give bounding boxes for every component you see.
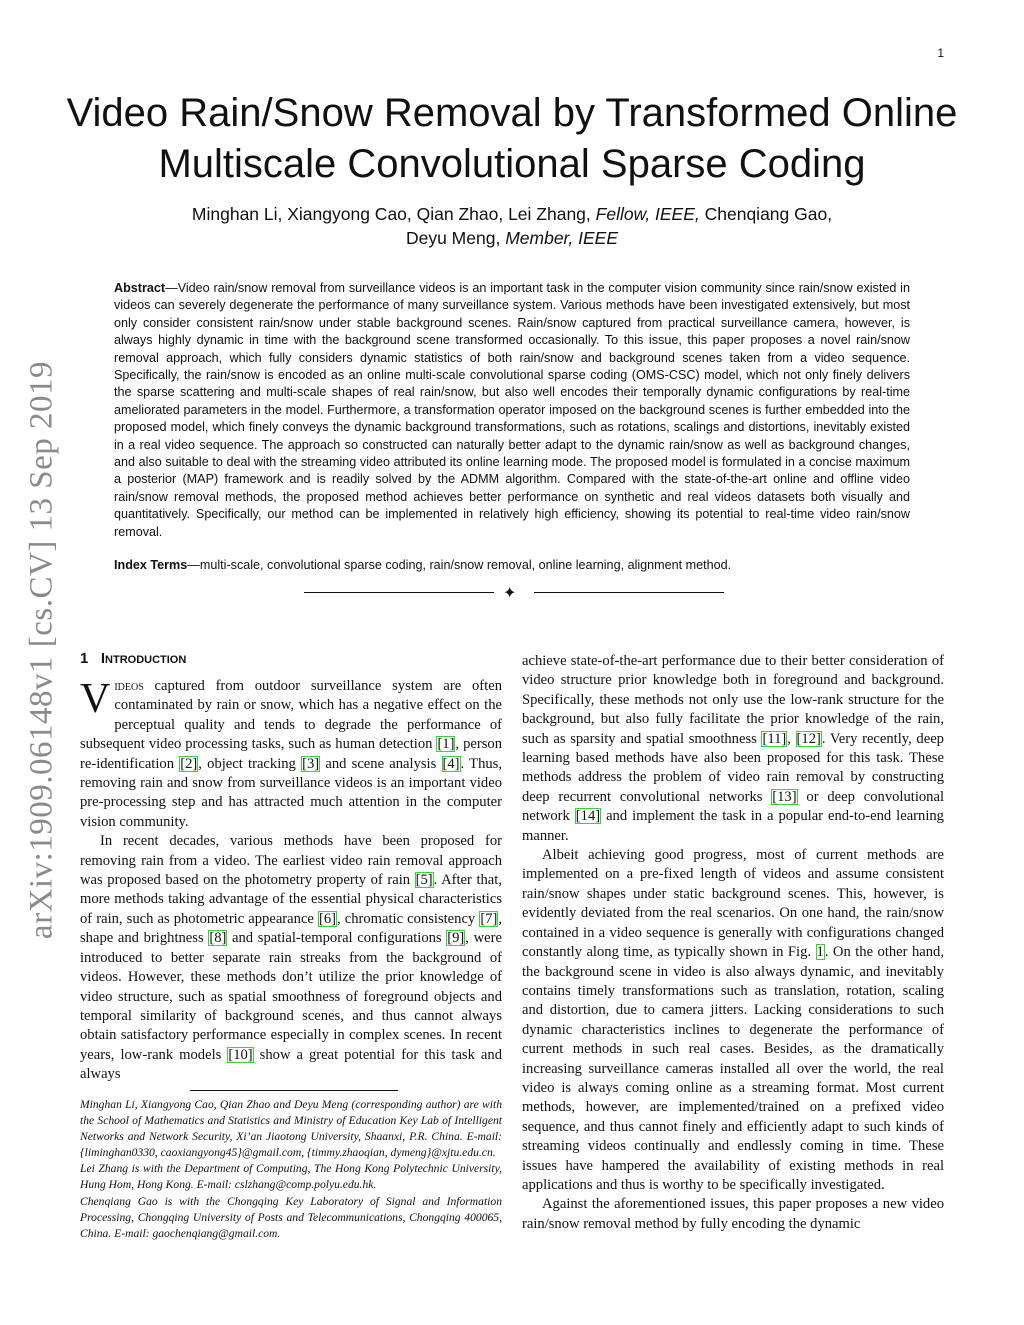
paragraph <box>522 652 944 846</box>
author-member-title: Member, IEEE <box>505 228 619 248</box>
divider-line-right <box>534 592 724 593</box>
citation-link[interactable]: [6] <box>318 910 336 927</box>
paper-title: Video Rain/Snow Removal by Transformed Online Multiscale Convolutional Sparse Coding <box>66 91 958 186</box>
authors-part1: Minghan Li, Xiangyong Cao, Qian Zhao, Lei Zhang, <box>191 204 591 224</box>
text: and spatial-temporal configurations <box>227 930 447 947</box>
text: show a great potential for this task and always <box>80 1046 502 1083</box>
citation-link[interactable]: [7] <box>480 910 498 927</box>
smallcaps-word: ideos <box>114 678 144 694</box>
arxiv-stamp <box>12 360 72 940</box>
text: Albeit achieving good progress, most of current methods are implemented on a pre-fixed length of videos and assume consistent rain/snow shapes under static background scenes. This, however, is evidently deviated from the real scenarios. On one hand, the rain/snow contained in a video sequence is generally with configurations changed constantly along time, as typically shown in Fig. <box>522 847 944 961</box>
text: , were introduced to better separate rain streaks from the background of videos. However, these methods don’t utilize the prior knowledge of video structure, such as spatial smoothness of foreground objects and temporal similarity of background scenes, and thus cannot always obtain satisfactory performance especially in complex scenes. In recent years, low-rank models <box>80 930 502 1063</box>
page-number: 1 <box>937 46 944 60</box>
abstract-text: —Video rain/snow removal from surveillance videos is an important task in the computer vision community since rain/snow existed in videos can severely degenerate the performance of many surveillance system. Various methods have been investigated extensively, but most only consider consistent rain/snow under stable background scenes. Rain/snow captured from practical surveillance camera, however, is always highly dynamic in time with the background scene transformed occasionally. To this issue, this paper proposes a novel rain/snow removal approach, which fully considers dynamic statistics of both rain/snow and background scenes taken from a video sequence. Specifically, the rain/snow is encoded as an online multi-scale convolutional sparse coding (OMS-CSC) model, which not only finely delivers the sparse scattering and multi-scale shapes of real rain/snow, but also well encodes their temporally dynamic configurations by real-time ameliorated parameters in the model. Furthermore, a transformation operator imposed on the background scenes is further embedded into the proposed model, which finely conveys the dynamic background transformations, such as rotations, scalings and distortions, inevitably existed in a real video sequence. The approach so constructed can naturally better adapt to the dynamic rain/snow as well as background changes, and also suitable to deal with the streaming video attributed its online learning mode. The proposed model is formulated in a concise maximum a posterior (MAP) framework and is readily solved by the ADMM algorithm. Compared with the state-of-the-art online and offline video rain/snow removal methods, the proposed method achieves better performance on synthetic and real videos datasets both visually and quantitatively. Specifically, our method can be implemented in relatively high efficiency, showing its potential to real-time video rain/snow removal. <box>114 281 910 539</box>
citation-link[interactable]: [12] <box>796 730 821 747</box>
authors-part2: Chenqiang Gao, <box>704 204 833 224</box>
text: , <box>787 730 796 747</box>
text: In recent decades, various methods have been proposed for removing rain from a video. The earliest video rain removal approach was proposed based on the photometry property of rain <box>80 833 502 889</box>
text: , chromatic consistency <box>337 910 480 927</box>
author-fellow-title: Fellow, IEEE, <box>595 204 700 224</box>
footnote: Chenqiang Gao is with the Chongqing Key Laboratory of Signal and Information Processing, Chongqing University of Posts and Telecommunications, Chongqing 400065, China. E-mail: gaochenqiang@gmail.com. <box>80 1194 502 1240</box>
text: , shape and brightness <box>80 910 502 947</box>
abstract <box>114 280 910 541</box>
drop-cap: V <box>80 676 111 722</box>
authors-part3: Deyu Meng, <box>405 228 501 248</box>
index-terms-text: —multi-scale, convolutional sparse coding, rain/snow removal, online learning, alignment method. <box>187 558 732 572</box>
citation-link[interactable]: [5] <box>415 872 433 889</box>
citation-link[interactable]: [4] <box>442 755 460 772</box>
text: and scene analysis <box>320 755 442 772</box>
footnotes <box>80 1097 502 1242</box>
footnote: Lei Zhang is with the Department of Computing, The Hong Kong Polytechnic University, Hung Hom, Hong Kong. E-mail: cslzhang@comp.polyu.edu.hk. <box>80 1162 502 1192</box>
citation-link[interactable]: [1] <box>437 736 455 753</box>
index-terms-label: Index Terms <box>114 558 188 572</box>
footnote-rule <box>190 1090 398 1091</box>
citation-link[interactable]: [8] <box>209 930 227 947</box>
text: or deep convolutional network <box>522 788 944 825</box>
arxiv-stamp-text: arXiv:1909.06148v1 [cs.CV] 13 Sep 2019 <box>23 360 60 940</box>
right-column <box>522 652 944 1234</box>
text: . After that, more methods taking advantage of the essential physical characteristics of rain, such as photometric appearance <box>80 872 502 927</box>
paragraph <box>522 846 944 1195</box>
citation-link[interactable]: [14] <box>575 808 601 825</box>
text: Against the aforementioned issues, this paper proposes a new video rain/snow removal method by fully encoding the dynamic <box>522 1196 944 1232</box>
section-heading <box>80 650 186 667</box>
abstract-label: Abstract <box>114 281 166 295</box>
text: , object tracking <box>198 755 302 772</box>
divider-line-left <box>304 592 494 593</box>
divider-star-icon: ✦ <box>503 583 517 602</box>
text: captured from outdoor surveillance system are often contaminated by rain or snow, which has a negative effect on the perceptual quality and tends to degrade the performance of subsequent video processing tasks, such as human detection <box>80 678 502 753</box>
citation-link[interactable]: [9] <box>447 930 465 947</box>
section-title: Introduction <box>100 650 187 667</box>
text: achieve state-of-the-art performance due to their better consideration of video structure prior knowledge both in foreground and background. Specifically, these methods not only use the low-rank structure for the background, but also fully facilitate the prior knowledge of the rain, such as sparsity and spatial smoothness <box>522 653 944 747</box>
paragraph <box>522 1195 944 1234</box>
citation-link[interactable]: [11] <box>762 730 787 747</box>
section-divider <box>304 584 724 602</box>
text: , person re-identification <box>80 736 502 772</box>
text: . On the other hand, the background scene in video is also always dynamic, and inevitably contains timely transformations such as translation, rotation, scaling and distortion, due to camera jitters. Lacking considerations to such dynamic characteristics inclines to degenerate the performance of current methods in such real cases. Besides, as the dramatically increasing surveillance cameras installed all over the world, the real video is always coming online as a streaming format. Most current methods, however, are implemented/trained on a prefixed video sequence, and thus cannot finely and efficiently adapt to such kinds of streaming videos continually and endlessly coming in time. These issues have hampered the availability of existing methods in real applications and thus is worthy to be specifically investigated. <box>522 944 944 1193</box>
text: and implement the task in a popular end-to-end learning manner. <box>522 808 944 844</box>
citation-link[interactable]: [2] <box>180 755 198 772</box>
figure-link[interactable]: 1 <box>816 944 824 961</box>
left-column <box>80 677 502 1085</box>
citation-link[interactable]: [13] <box>772 788 797 805</box>
text: . Very recently, deep learning based methods have also been proposed for this task. These methods address the problem of video rain removal by constructing deep recurrent convolutional networks <box>522 730 944 805</box>
text: . Thus, removing rain and snow from surveillance videos is an important video pre-processing step and has attracted much attention in the computer vision community. <box>80 755 502 830</box>
citation-link[interactable]: [3] <box>302 755 320 772</box>
footnote: Minghan Li, Xiangyong Cao, Qian Zhao and Deyu Meng (corresponding author) are with the School of Mathematics and Statistics and Ministry of Education Key Lab of Intelligent Networks and Network Security, Xi’an Jiaotong University, Shaanxi, P.R. China. E-mail: {liminghan0330, caoxiangyong45}@gmail.com, {timmy.zhaoqian, dymeng}@xjtu.edu.cn. <box>80 1098 502 1160</box>
paragraph <box>80 677 502 832</box>
index-terms <box>114 557 910 574</box>
citation-link[interactable]: [10] <box>228 1046 253 1063</box>
author-list <box>80 202 944 250</box>
section-number: 1 <box>80 650 89 667</box>
paragraph <box>80 832 502 1084</box>
